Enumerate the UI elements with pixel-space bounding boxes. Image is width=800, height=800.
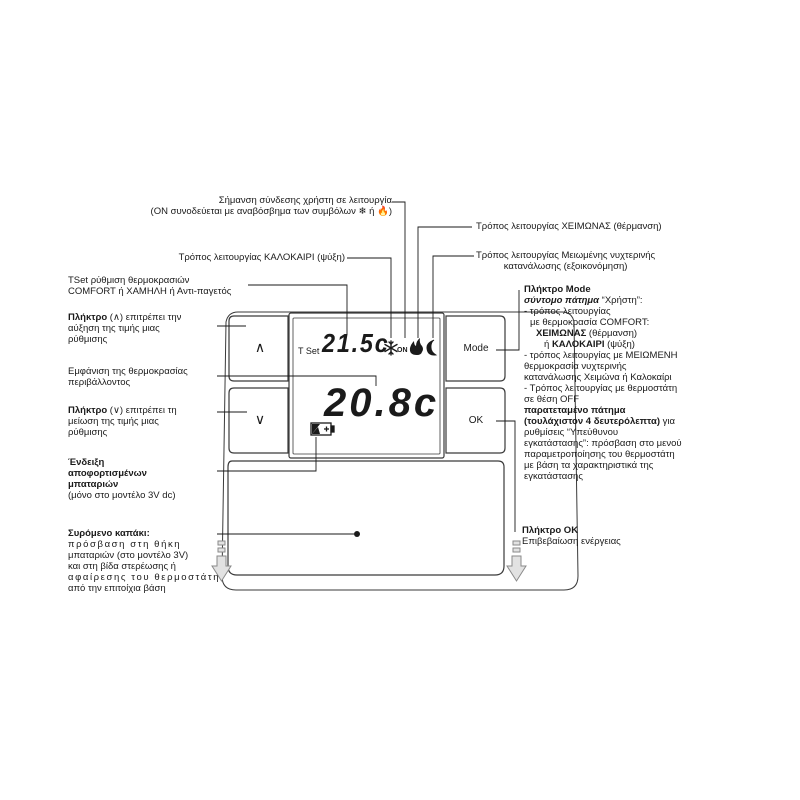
ambient-annotation: Εμφάνιση της θερμοκρασίας περιβάλλοντος — [68, 366, 188, 388]
night-mode-annotation: Τρόπος λειτουργίας Μειωμένης νυχτερινής κατανάλωσης (εξοικονόμηση) — [476, 250, 656, 272]
tset-label: T Set — [298, 346, 320, 356]
ok-button[interactable]: OK — [468, 415, 484, 426]
cover-annotation: Συρόμενο καπάκι: πρόσβαση στη θήκη μπαταριών (στο μοντέλο 3V) και στη βίδα στερέωσης ή αφαίρεσης του θερμοστάτη από την επιτοίχια βάση — [68, 528, 221, 594]
ambient-temperature-value: 20.8c — [324, 381, 440, 425]
battery-annotation: Ένδειξη αποφορτισμένων μπαταριών (μόνο στο μοντέλο 3V dc) — [68, 457, 176, 501]
summer-mode-annotation: Τρόπος λειτουργίας ΚΑΛΟΚΑΙΡΙ (ψύξη) — [178, 252, 345, 263]
mode-key-annotation: Πλήκτρο Mode σύντομο πάτημα “Χρήστη”: - τρόπος λειτουργίας με θερμοκρασία COMFORT: ΧΕΙΜΩΝΑΣ (θέρμανση) ή ΚΑΛΟΚΑΙΡΙ (ψύξη) - τρόπος λειτουργίας με ΜΕΙΩΜΕΝΗ θερμοκρασία νυχτερινής κατανάλωσης Χειμώνα ή Καλοκαίρι - Τρόπος λειτουργίας με θερμοστάτη σε θέση OFF παρατεταμένο πάτημα (τουλάχιστον 4 δευτερόλεπτα) για ρυθμίσεις “Υπεύθυνου εγκατάστασης”: πρόσβαση στο μενού παραμετροποίησης του θερμοστάτη με βάση τα χαρακτηριστικά της εγκατάστασης — [524, 284, 682, 482]
ok-key-annotation: Πλήκτρο OK Επιβεβαίωση ενέργειας — [522, 525, 621, 547]
mode-button[interactable]: Mode — [463, 343, 489, 354]
down-button[interactable]: ∨ — [254, 411, 266, 427]
winter-mode-annotation: Τρόπος λειτουργίας ΧΕΙΜΩΝΑΣ (θέρμανση) — [476, 221, 662, 232]
on-indicator: ON — [397, 347, 408, 354]
flame-icon — [410, 338, 423, 355]
tset-value: 21.5c — [322, 328, 390, 358]
moon-icon — [427, 340, 436, 355]
down-key-annotation: Πλήκτρο (∨) επιτρέπει τη μείωση της τιμής μιας ρύθμισης — [68, 405, 177, 438]
cover-screw-dot — [354, 531, 360, 537]
tset-annotation: TSet ρύθμιση θερμοκρασιών COMFORT ή ΧΑΜΗΛΗ ή Αντι-παγετός — [68, 275, 232, 297]
up-button[interactable]: ∧ — [254, 339, 266, 355]
sliding-cover — [228, 461, 504, 575]
user-connection-annotation: Σήμανση σύνδεσης χρήστη σε λειτουργία (ON συνοδεύεται με αναβόσβημα των συμβόλων ❄ ή 🔥) — [150, 195, 392, 217]
up-key-annotation: Πλήκτρο (∧) επιτρέπει την αύξηση της τιμής μιας ρύθμισης — [68, 312, 182, 345]
slide-arrow-right — [507, 541, 526, 581]
